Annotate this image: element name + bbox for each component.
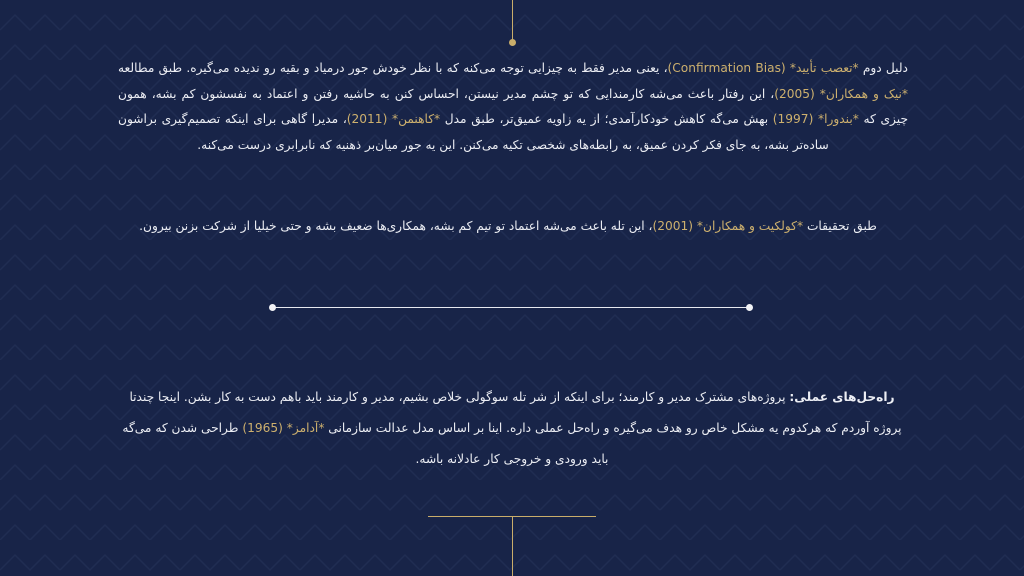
top-ornament-line xyxy=(512,0,513,40)
text: ، این تله باعث می‌شه اعتماد تو تیم کم بشه، همکاری‌ها ضعیف بشه و حتی خیلیا از شرکت بزنن بیرون. xyxy=(139,219,653,233)
text: ، مدیرا گاهی برای اینکه تصمیم‌گیری براشون ساده‌تر بشه، به جای فکر کردن عمیق، به رابطه‌های شخصی تکیه می‌کنن. این یه جور میان‌بر ذهنیه که نابرابری درست می‌کنه. xyxy=(118,112,829,152)
citation-adams: *آدامز* (1965) xyxy=(242,421,325,435)
text: ، این رفتار باعث می‌شه کارمندایی که تو چشم مدیر نیستن، احساس کنن به حاشیه رفتن و اعتماد به نفسشون کم بشه، همون چیزی که xyxy=(118,86,908,126)
section-divider xyxy=(272,307,750,308)
text: طراحی شدن که می‌گه باید ورودی و خروجی کار عادلانه باشه. xyxy=(122,421,609,466)
divider-dot-right xyxy=(746,304,753,311)
paragraph-solutions xyxy=(120,382,904,475)
solutions-heading: راه‌حل‌های عملی: xyxy=(789,390,895,404)
bottom-ornament-vline xyxy=(512,516,513,576)
citation-bandura: *بندورا* (1997) xyxy=(772,112,859,126)
text: بهش می‌گه کاهش خودکارآمدی؛ از یه زاویه عمیق‌تر، طبق مدل xyxy=(440,112,773,126)
text: ، یعنی مدیر فقط به چیزایی توجه می‌کنه که با نظر خودش جور درمیاد و بقیه رو ندیده می‌گیره. طبق مطالعه xyxy=(118,61,668,75)
top-ornament-dot xyxy=(509,39,516,46)
text: دلیل دوم xyxy=(858,61,908,75)
citation-nik: *نیک و همکاران* (2005) xyxy=(774,86,908,101)
paragraph-confirmation-bias xyxy=(118,56,908,158)
citation-colquitt: *کولکیت و همکاران* (2001) xyxy=(652,219,804,233)
text: پروژه‌های مشترک مدیر و کارمند؛ برای اینکه از شر تله سوگولی خلاص بشیم، مدیر و کارمند باید باهم دست به کار بشن. اینجا چندتا پروژه آوردم که هرکدوم یه مشکل خاص رو هدف می‌گیره و راه‌حل عملی داره. اینا بر اساس مدل عدالت سازمانی xyxy=(129,390,902,435)
paragraph-colquitt xyxy=(108,214,908,238)
text: طبق تحقیقات xyxy=(803,219,877,233)
citation-confirmation-bias: *تعصب تأیید* (Confirmation Bias) xyxy=(667,61,859,75)
citation-kahneman: *کاهنمن* (2011) xyxy=(346,112,441,126)
divider-dot-left xyxy=(269,304,276,311)
